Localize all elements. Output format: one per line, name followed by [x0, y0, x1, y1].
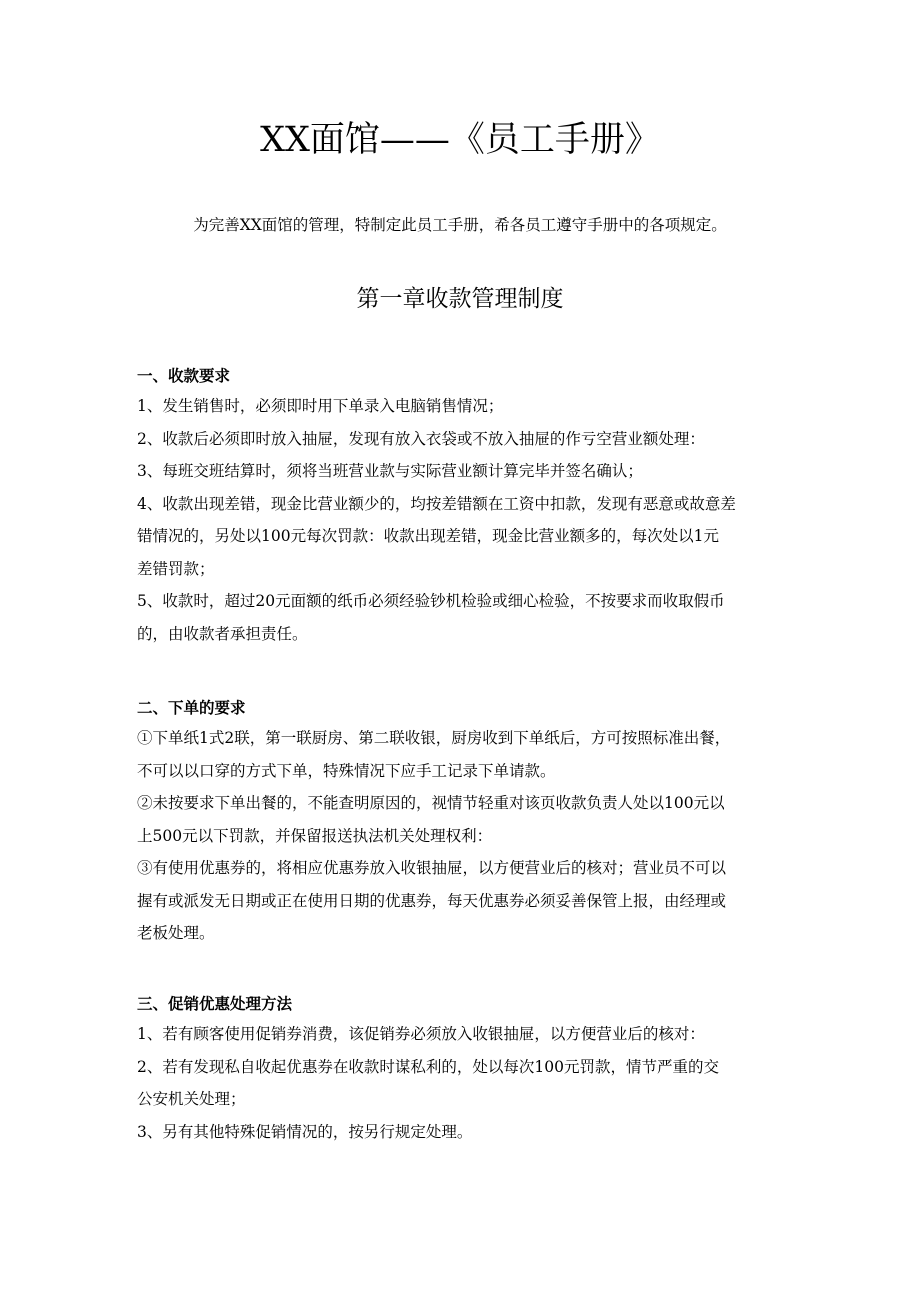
list-item [137, 787, 797, 852]
list-item [137, 1051, 797, 1116]
text-line: 差错罚款； [137, 559, 215, 578]
text-line: 1、若有顾客使用促销券消费，该促销券必须放入收银抽屉，以方便营业后的核对： [137, 1025, 705, 1043]
text-line: 1、发生销售时，必须即时用下单录入电脑销售情况； [137, 397, 504, 415]
text-line: 错情况的，另处以100元每次罚款：收款出现差错，现金比营业额多的，每次处以1元 [137, 527, 719, 545]
text-line: ②未按要求下单出餐的，不能查明原因的，视情节轻重对该页收款负责人处以100元以 [137, 794, 725, 812]
section-heading: 一、收款要求 [137, 367, 231, 385]
document-title: XX面馆——《员工手册》 [260, 120, 660, 160]
list-item [137, 455, 797, 488]
text-line: 4、收款出现差错，现金比营业额少的，均按差错额在工资中扣款，发现有恶意或故意差 [137, 494, 736, 513]
text-line: 不可以以口穿的方式下单，特殊情况下应手工记录下单请款。 [137, 761, 556, 780]
section-heading: 三、促销优惠处理方法 [137, 995, 293, 1013]
list-item [137, 488, 797, 586]
list-item [137, 722, 797, 787]
intro-paragraph: 为完善XX面馆的管理，特制定此员工手册，希各员工遵守手册中的各项规定。 [193, 216, 727, 234]
section-promotion-handling [137, 990, 797, 1148]
chapter-title: 第一章收款管理制度 [356, 286, 564, 312]
section-payment-requirements [137, 362, 797, 650]
text-line: 的，由收款者承担责任。 [137, 624, 308, 643]
section-order-requirements [137, 694, 797, 950]
text-line: 3、另有其他特殊促销情况的，按另行规定处理。 [137, 1122, 473, 1141]
text-line: 2、收款后必须即时放入抽屉，发现有放入衣袋或不放入抽屉的作亏空营业额处理： [137, 429, 705, 448]
list-item [137, 1018, 797, 1051]
text-line: 上500元以下罚款，并保留报送执法机关处理权利： [137, 826, 493, 845]
text-line: 3、每班交班结算时，须将当班营业款与实际营业额计算完毕并签名确认； [137, 462, 643, 480]
list-item [137, 390, 797, 423]
list-item [137, 423, 797, 456]
text-line: 握有或派发无日期或正在使用日期的优惠券，每天优惠券必须妥善保管上报，由经理或 [137, 891, 727, 910]
list-item [137, 585, 797, 650]
text-line: 5、收款时，超过20元面额的纸币必须经验钞机检验或细心检验，不按要求而收取假币 [137, 592, 725, 610]
list-item [137, 1116, 797, 1149]
text-line: ③有使用优惠券的，将相应优惠券放入收银抽屉，以方便营业后的核对；营业员不可以 [137, 859, 727, 877]
text-line: 老板处理。 [137, 924, 215, 942]
text-line: ①下单纸1式2联，第一联厨房、第二联收银，厨房收到下单纸后，方可按照标准出餐， [137, 729, 731, 747]
section-heading: 二、下单的要求 [137, 699, 246, 717]
text-line: 公安机关处理； [137, 1090, 246, 1108]
text-line: 2、若有发现私自收起优惠券在收款时谋私利的，处以每次100元罚款，情节严重的交 [137, 1057, 719, 1076]
list-item [137, 852, 797, 950]
